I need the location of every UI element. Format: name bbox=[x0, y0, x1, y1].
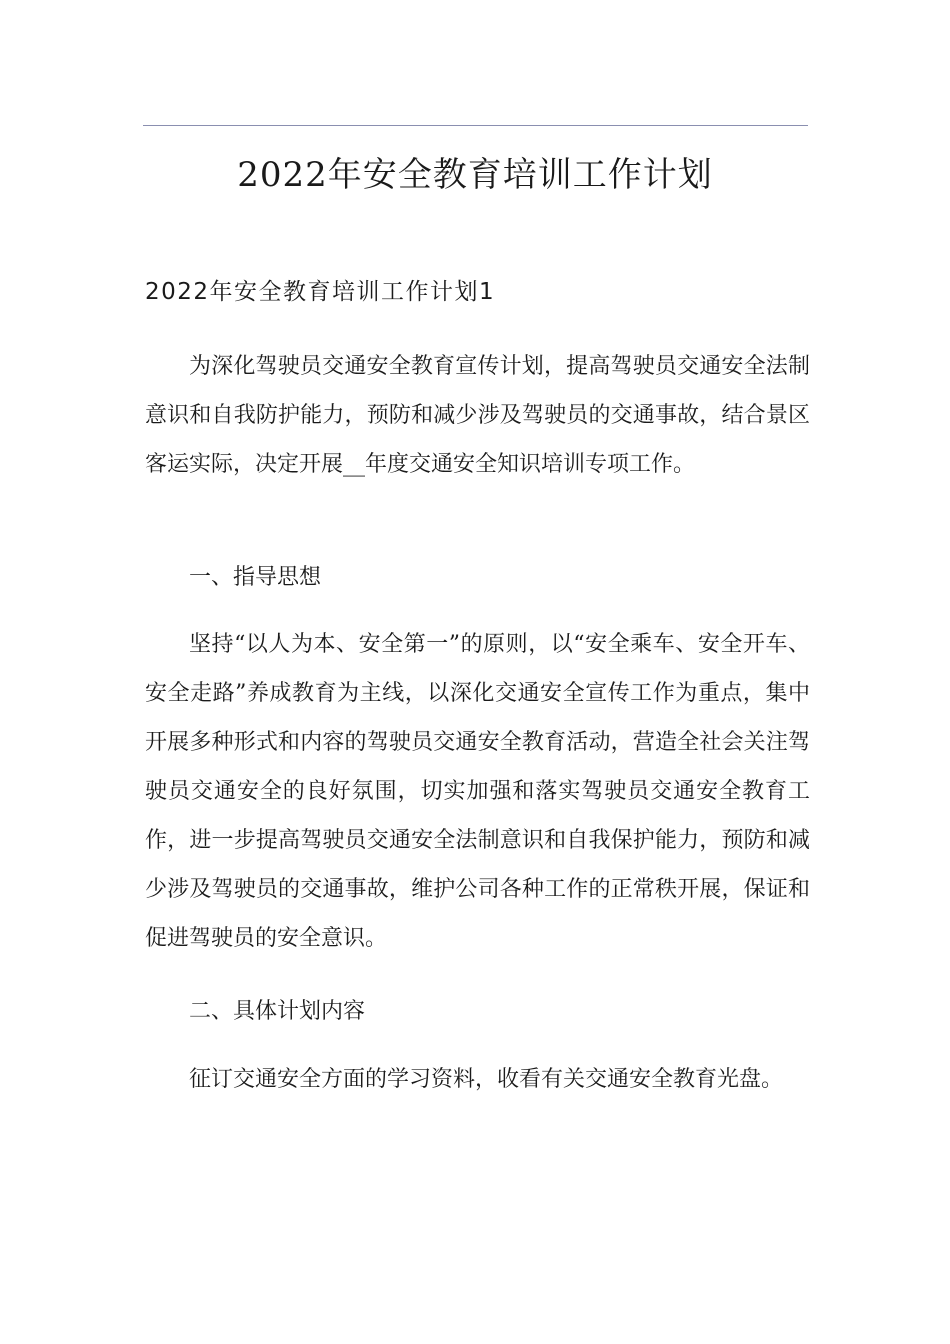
plan-content-paragraph: 征订交通安全方面的学习资料，收看有关交通安全教育光盘。 bbox=[189, 1067, 784, 1092]
heading-plan-content: 二、具体计划内容 bbox=[189, 999, 366, 1024]
intro-paragraph: 为深化驾驶员交通安全教育宣传计划，提高驾驶员交通安全法制意识和自我防护能力，预防和减少涉及驾驶员的交通事故，结合景区客运实际，决定开展__年度交通安全知识培训专项工作。 bbox=[145, 354, 810, 477]
section-heading: 2022年安全教育培训工作计划1 bbox=[145, 279, 496, 305]
header-rule bbox=[143, 125, 808, 126]
guiding-ideology-paragraph: 坚持“以人为本、安全第一”的原则，以“安全乘车、安全开车、安全走路”养成教育为主线，以深化交通安全宣传工作为重点，集中开展多种形式和内容的驾驶员交通安全教育活动，营造全社会关注驾驶员交通安全的良好氛围，切实加强和落实驾驶员交通安全教育工作，进一步提高驾驶员交通安全法制意识和自我保护能力，预防和减少涉及驾驶员的交通事故，维护公司各种工作的正常秩开展，保证和促进驾驶员的安全意识。 bbox=[145, 632, 810, 951]
document-title: 2022年安全教育培训工作计划 bbox=[237, 155, 713, 195]
heading-guiding-ideology: 一、指导思想 bbox=[189, 565, 322, 590]
